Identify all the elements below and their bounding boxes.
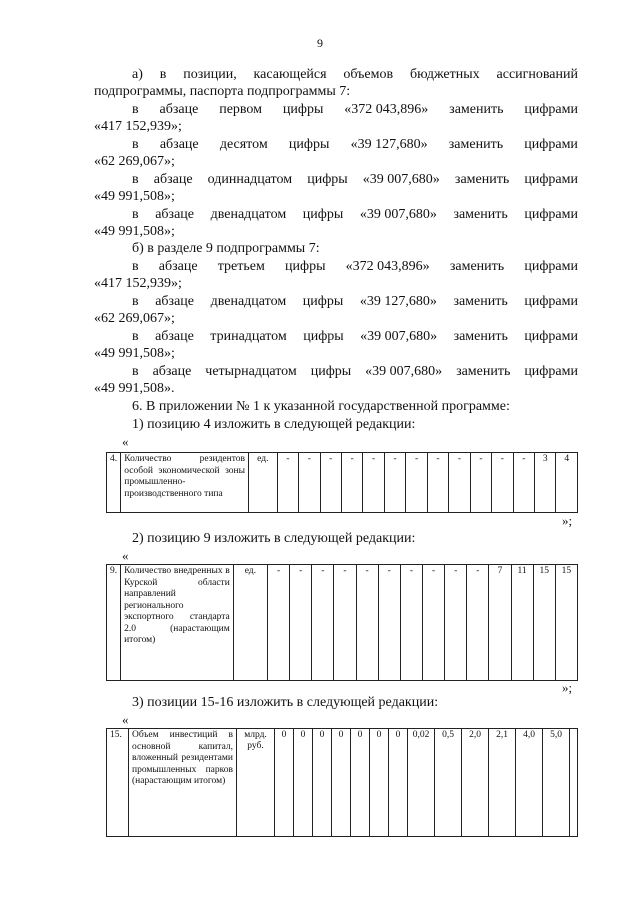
word: заменить	[454, 172, 510, 187]
word: цифрами	[524, 294, 578, 309]
para-a1	[132, 101, 578, 118]
value-cell: -	[384, 453, 405, 513]
sub-item-1: 1) позицию 4 изложить в следующей редакции:	[132, 417, 416, 432]
word: «39 007,680»	[362, 172, 440, 187]
value-cell: 2,1	[489, 729, 516, 837]
close-quote-2: »;	[562, 680, 573, 695]
word: цифрами	[524, 259, 578, 274]
word: заменить	[449, 102, 504, 117]
word: абзаце	[159, 102, 199, 117]
word: цифрами	[524, 102, 578, 117]
value-cell: 4	[556, 453, 578, 513]
indicator-name: Количество резидентов особой экономической зоны промышленно-производственного типа	[121, 453, 249, 513]
value-cell: -	[492, 453, 513, 513]
word: абзаце	[155, 207, 195, 222]
value-cell: -	[378, 565, 400, 681]
word: заменить	[448, 137, 504, 152]
word: одиннадцатом	[207, 172, 293, 187]
word: четырнадцатом	[205, 364, 297, 379]
word: цифры	[302, 207, 344, 222]
table-position-9	[106, 564, 578, 681]
value-cell: -	[470, 453, 491, 513]
table-row	[107, 453, 578, 513]
value-cell: -	[400, 565, 422, 681]
word: в	[159, 67, 167, 82]
word: «372 043,896»	[345, 259, 430, 274]
value-cell: 0	[370, 729, 389, 837]
para-b1-value: «417 152,939»;	[94, 276, 182, 291]
value-cell: -	[341, 453, 362, 513]
word: в	[132, 259, 139, 274]
value-cell: -	[513, 453, 534, 513]
open-quote-3: «	[122, 712, 129, 727]
value-cell: 0,02	[408, 729, 435, 837]
value-cell	[570, 729, 578, 837]
para-a-line2: подпрограммы, паспорта подпрограммы 7:	[94, 84, 351, 99]
value-cell: 0	[275, 729, 294, 837]
para-b2-value: «62 269,067»;	[94, 311, 175, 326]
value-cell: 2,0	[462, 729, 489, 837]
value-cell: 0,5	[435, 729, 462, 837]
word: цифры	[288, 137, 330, 152]
word: цифрами	[524, 172, 578, 187]
word: объемов	[343, 67, 394, 82]
value-cell: 15	[533, 565, 555, 681]
table-row	[107, 729, 578, 837]
open-quote-1: «	[122, 434, 129, 449]
word: в	[132, 294, 139, 309]
indicator-name: Объем инвестиций в основной капитал, вложенный резидентами промышленных парков (нарастающим итогом)	[129, 729, 237, 837]
value-cell: -	[422, 565, 444, 681]
value-cell: -	[356, 565, 378, 681]
word: ассигнований	[496, 67, 578, 82]
word: цифры	[282, 102, 324, 117]
word: заменить	[456, 364, 511, 379]
word: «39 007,680»	[359, 207, 437, 222]
para-b1	[132, 258, 578, 275]
item-6: 6. В приложении № 1 к указанной государственной программе:	[132, 399, 510, 414]
row-number: 9.	[107, 565, 121, 681]
value-cell: -	[449, 453, 470, 513]
para-a4-value: «49 991,508»;	[94, 224, 175, 239]
para-b4	[132, 363, 578, 380]
word: цифрами	[524, 137, 578, 152]
value-cell: 4,0	[516, 729, 543, 837]
unit-cell: ед.	[233, 565, 267, 681]
value-cell: -	[312, 565, 334, 681]
table-positions-15-16	[106, 728, 578, 837]
indicator-name: Количество внедренных в Курской области направлений регионального экспортного стандарта 2.0 (нарастающим итогом)	[121, 565, 234, 681]
word: «39 127,680»	[359, 294, 437, 309]
word: в	[132, 329, 139, 344]
word: в	[132, 102, 139, 117]
word: позиции,	[183, 67, 237, 82]
value-cell: -	[363, 453, 384, 513]
page-number: 9	[317, 36, 323, 50]
para-b3	[132, 328, 578, 345]
word: «39 007,680»	[360, 329, 438, 344]
sub-item-2: 2) позицию 9 изложить в следующей редакции:	[132, 531, 416, 546]
word: цифры	[310, 364, 352, 379]
value-cell: -	[277, 453, 298, 513]
unit-cell: млрд. руб.	[237, 729, 275, 837]
word: абзаце	[153, 172, 193, 187]
word: «39 127,680»	[350, 137, 428, 152]
para-b-heading: б) в разделе 9 подпрограммы 7:	[132, 241, 320, 256]
value-cell: -	[320, 453, 341, 513]
word: цифры	[307, 172, 348, 187]
para-b2	[132, 293, 578, 310]
value-cell: 0	[313, 729, 332, 837]
open-quote-2: «	[122, 548, 129, 563]
value-cell: -	[445, 565, 467, 681]
value-cell: -	[290, 565, 312, 681]
word: заменить	[453, 329, 508, 344]
value-cell: 3	[535, 453, 556, 513]
value-cell: 15	[555, 565, 577, 681]
value-cell: 0	[332, 729, 351, 837]
word: первом	[219, 102, 263, 117]
value-cell: 0	[294, 729, 313, 837]
word: абзаце	[159, 137, 199, 152]
para-b4-value: «49 991,508».	[94, 381, 175, 396]
para-a2-value: «62 269,067»;	[94, 154, 175, 169]
para-a3	[132, 171, 578, 188]
close-quote-1: »;	[562, 513, 573, 528]
value-cell: -	[427, 453, 448, 513]
value-cell: 0	[351, 729, 370, 837]
word: в	[132, 172, 139, 187]
para-a1-value: «417 152,939»;	[94, 119, 182, 134]
word: цифрами	[524, 207, 578, 222]
word: десятом	[219, 137, 268, 152]
word: абзаце	[155, 294, 195, 309]
word: абзаце	[152, 364, 192, 379]
table-row	[107, 565, 578, 681]
word: абзаце	[155, 329, 194, 344]
word: тринадцатом	[210, 329, 287, 344]
table-position-4	[106, 452, 578, 513]
word: заменить	[453, 207, 508, 222]
value-cell: 11	[511, 565, 533, 681]
word: абзаце	[158, 259, 198, 274]
word: а)	[132, 67, 143, 82]
value-cell: -	[406, 453, 427, 513]
unit-cell: ед.	[249, 453, 278, 513]
word: цифры	[285, 259, 326, 274]
para-a-line1	[132, 66, 578, 83]
word: в	[132, 207, 139, 222]
word: касающейся	[253, 67, 327, 82]
word: «372 043,896»	[344, 102, 429, 117]
word: заменить	[453, 294, 508, 309]
word: цифры	[303, 329, 344, 344]
word: двенадцатом	[210, 207, 287, 222]
value-cell: -	[467, 565, 489, 681]
value-cell: 7	[489, 565, 511, 681]
word: цифры	[302, 294, 344, 309]
word: цифрами	[524, 364, 578, 379]
row-number: 4.	[107, 453, 121, 513]
word: третьем	[217, 259, 265, 274]
word: бюджетных	[409, 67, 480, 82]
value-cell: 5,0	[543, 729, 570, 837]
word: «39 007,680»	[365, 364, 443, 379]
value-cell: -	[334, 565, 356, 681]
value-cell: -	[299, 453, 320, 513]
word: цифрами	[524, 329, 578, 344]
para-a2	[132, 136, 578, 153]
value-cell: 0	[389, 729, 408, 837]
word: в	[132, 137, 139, 152]
sub-item-3: 3) позиции 15-16 изложить в следующей редакции:	[132, 695, 439, 710]
para-a4	[132, 206, 578, 223]
para-b3-value: «49 991,508»;	[94, 346, 175, 361]
word: заменить	[449, 259, 505, 274]
word: в	[132, 364, 139, 379]
value-cell: -	[267, 565, 289, 681]
row-number: 15.	[107, 729, 129, 837]
word: двенадцатом	[210, 294, 287, 309]
para-a3-value: «49 991,508»;	[94, 189, 175, 204]
